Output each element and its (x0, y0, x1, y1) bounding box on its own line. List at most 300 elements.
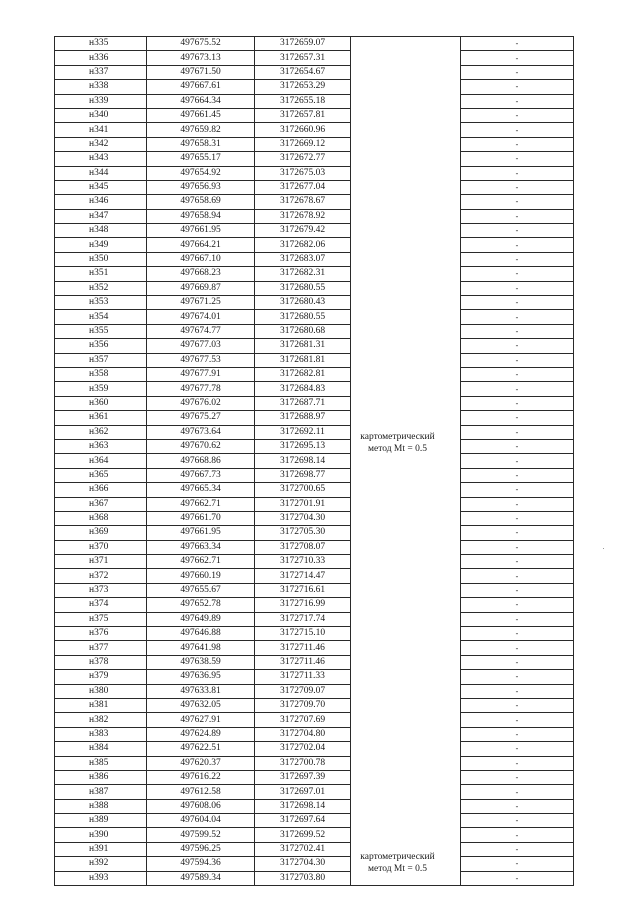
table-row (55, 108, 574, 122)
method-cell (351, 483, 461, 497)
method-note-line-2: метод Mt = 0.5 (367, 864, 427, 874)
y-coordinate-cell: 3172682.31 (255, 267, 351, 281)
table-row (55, 569, 574, 583)
y-coordinate-cell: 3172702.04 (255, 742, 351, 756)
dash-cell: - (461, 296, 574, 310)
x-coordinate-cell: 497674.77 (147, 324, 255, 338)
point-id-cell: н393 (55, 871, 147, 885)
table-row (55, 137, 574, 151)
x-coordinate-cell: 497652.78 (147, 598, 255, 612)
point-id-cell: н377 (55, 641, 147, 655)
dash-cell: - (461, 555, 574, 569)
point-id-cell: н368 (55, 511, 147, 525)
method-note-line-2: метод Mt = 0.5 (367, 444, 427, 454)
point-id-cell: н348 (55, 224, 147, 238)
method-cell (351, 396, 461, 410)
table-row (55, 871, 574, 885)
y-coordinate-cell: 3172681.81 (255, 353, 351, 367)
dash-cell: - (461, 382, 574, 396)
table-row (55, 324, 574, 338)
point-id-cell: н343 (55, 152, 147, 166)
x-coordinate-cell: 497661.95 (147, 526, 255, 540)
dash-cell: - (461, 770, 574, 784)
point-id-cell: н391 (55, 842, 147, 856)
y-coordinate-cell: 3172708.07 (255, 540, 351, 554)
x-coordinate-cell: 497661.45 (147, 108, 255, 122)
point-id-cell: н336 (55, 51, 147, 65)
y-coordinate-cell: 3172687.71 (255, 396, 351, 410)
y-coordinate-cell: 3172659.07 (255, 37, 351, 51)
dash-cell: - (461, 756, 574, 770)
table-row (55, 209, 574, 223)
x-coordinate-cell: 497663.34 (147, 540, 255, 554)
method-cell (351, 756, 461, 770)
point-id-cell: н384 (55, 742, 147, 756)
dash-cell: - (461, 411, 574, 425)
point-id-cell: н380 (55, 684, 147, 698)
method-cell (351, 698, 461, 712)
x-coordinate-cell: 497661.95 (147, 224, 255, 238)
dash-cell: - (461, 698, 574, 712)
dash-cell: - (461, 80, 574, 94)
x-coordinate-cell: 497658.94 (147, 209, 255, 223)
y-coordinate-cell: 3172714.47 (255, 569, 351, 583)
point-id-cell: н342 (55, 137, 147, 151)
method-cell (351, 296, 461, 310)
point-id-cell: н361 (55, 411, 147, 425)
table-row (55, 727, 574, 741)
method-cell (351, 727, 461, 741)
x-coordinate-cell: 497675.52 (147, 37, 255, 51)
method-note-line-1: картометрический (360, 432, 435, 442)
dash-cell: - (461, 252, 574, 266)
dash-cell: - (461, 195, 574, 209)
y-coordinate-cell: 3172716.61 (255, 583, 351, 597)
y-coordinate-cell: 3172682.06 (255, 238, 351, 252)
method-cell (351, 65, 461, 79)
point-id-cell: н369 (55, 526, 147, 540)
y-coordinate-cell: 3172660.96 (255, 123, 351, 137)
point-id-cell: н341 (55, 123, 147, 137)
dash-cell: - (461, 396, 574, 410)
method-cell (351, 627, 461, 641)
y-coordinate-cell: 3172654.67 (255, 65, 351, 79)
x-coordinate-cell: 497655.67 (147, 583, 255, 597)
dash-cell: - (461, 583, 574, 597)
point-id-cell: н362 (55, 425, 147, 439)
table-row (55, 195, 574, 209)
dash-cell: - (461, 108, 574, 122)
method-cell (351, 51, 461, 65)
method-cell (351, 152, 461, 166)
dash-cell: - (461, 166, 574, 180)
point-id-cell: н379 (55, 670, 147, 684)
method-cell (351, 37, 461, 51)
y-coordinate-cell: 3172697.01 (255, 785, 351, 799)
table-row (55, 612, 574, 626)
table-row (55, 180, 574, 194)
y-coordinate-cell: 3172682.81 (255, 367, 351, 381)
method-cell (351, 497, 461, 511)
y-coordinate-cell: 3172657.81 (255, 108, 351, 122)
method-cell (351, 641, 461, 655)
y-coordinate-cell: 3172711.46 (255, 655, 351, 669)
x-coordinate-cell: 497668.23 (147, 267, 255, 281)
table-row (55, 65, 574, 79)
method-cell (351, 238, 461, 252)
table-row (55, 756, 574, 770)
point-id-cell: н370 (55, 540, 147, 554)
y-coordinate-cell: 3172701.91 (255, 497, 351, 511)
point-id-cell: н372 (55, 569, 147, 583)
x-coordinate-cell: 497677.03 (147, 339, 255, 353)
x-coordinate-cell: 497671.50 (147, 65, 255, 79)
x-coordinate-cell: 497654.92 (147, 166, 255, 180)
table-row (55, 713, 574, 727)
x-coordinate-cell: 497616.22 (147, 770, 255, 784)
point-id-cell: н365 (55, 468, 147, 482)
method-cell (351, 828, 461, 842)
dash-cell: - (461, 65, 574, 79)
table-row (55, 785, 574, 799)
dash-cell: - (461, 742, 574, 756)
point-id-cell: н339 (55, 94, 147, 108)
table-row (55, 814, 574, 828)
dash-cell: - (461, 540, 574, 554)
dash-cell: - (461, 209, 574, 223)
method-cell (351, 310, 461, 324)
table-row (55, 166, 574, 180)
x-coordinate-cell: 497658.69 (147, 195, 255, 209)
y-coordinate-cell: 3172697.64 (255, 814, 351, 828)
x-coordinate-cell: 497641.98 (147, 641, 255, 655)
y-coordinate-cell: 3172657.31 (255, 51, 351, 65)
method-cell (351, 281, 461, 295)
x-coordinate-cell: 497677.53 (147, 353, 255, 367)
y-coordinate-cell: 3172700.65 (255, 483, 351, 497)
point-id-cell: н360 (55, 396, 147, 410)
point-id-cell: н389 (55, 814, 147, 828)
table-row (55, 742, 574, 756)
dash-cell: - (461, 238, 574, 252)
x-coordinate-cell: 497667.73 (147, 468, 255, 482)
point-id-cell: н353 (55, 296, 147, 310)
method-cell (351, 123, 461, 137)
y-coordinate-cell: 3172710.33 (255, 555, 351, 569)
dash-cell: - (461, 814, 574, 828)
y-coordinate-cell: 3172703.80 (255, 871, 351, 885)
point-id-cell: н382 (55, 713, 147, 727)
y-coordinate-cell: 3172698.77 (255, 468, 351, 482)
dash-cell: - (461, 871, 574, 885)
dash-cell: - (461, 37, 574, 51)
table-row (55, 497, 574, 511)
x-coordinate-cell: 497667.10 (147, 252, 255, 266)
dash-cell: - (461, 842, 574, 856)
y-coordinate-cell: 3172709.07 (255, 684, 351, 698)
point-id-cell: н345 (55, 180, 147, 194)
method-cell (351, 267, 461, 281)
method-cell (351, 670, 461, 684)
method-cell (351, 814, 461, 828)
dash-cell: - (461, 684, 574, 698)
table-row (55, 842, 574, 856)
y-coordinate-cell: 3172704.30 (255, 511, 351, 525)
x-coordinate-cell: 497627.91 (147, 713, 255, 727)
point-id-cell: н349 (55, 238, 147, 252)
x-coordinate-cell: 497612.58 (147, 785, 255, 799)
table-row (55, 598, 574, 612)
dash-cell: - (461, 526, 574, 540)
table-row (55, 627, 574, 641)
y-coordinate-cell: 3172655.18 (255, 94, 351, 108)
dash-cell: - (461, 612, 574, 626)
point-id-cell: н376 (55, 627, 147, 641)
x-coordinate-cell: 497667.61 (147, 80, 255, 94)
y-coordinate-cell: 3172653.29 (255, 80, 351, 94)
point-id-cell: н363 (55, 439, 147, 453)
y-coordinate-cell: 3172698.14 (255, 454, 351, 468)
dash-cell: - (461, 655, 574, 669)
x-coordinate-cell: 497670.62 (147, 439, 255, 453)
table-row (55, 698, 574, 712)
x-coordinate-cell: 497662.71 (147, 497, 255, 511)
x-coordinate-cell: 497664.21 (147, 238, 255, 252)
x-coordinate-cell: 497638.59 (147, 655, 255, 669)
dash-cell: - (461, 224, 574, 238)
x-coordinate-cell: 497656.93 (147, 180, 255, 194)
x-coordinate-cell: 497599.52 (147, 828, 255, 842)
point-id-cell: н386 (55, 770, 147, 784)
y-coordinate-cell: 3172669.12 (255, 137, 351, 151)
table-row (55, 396, 574, 410)
method-cell (351, 137, 461, 151)
dash-cell: - (461, 641, 574, 655)
table-row (55, 468, 574, 482)
method-cell (351, 411, 461, 425)
method-cell (351, 224, 461, 238)
method-cell (351, 367, 461, 381)
method-cell (351, 166, 461, 180)
point-id-cell: н392 (55, 857, 147, 871)
point-id-cell: н383 (55, 727, 147, 741)
dash-cell: - (461, 598, 574, 612)
x-coordinate-cell: 497632.05 (147, 698, 255, 712)
method-cell (351, 785, 461, 799)
x-coordinate-cell: 497671.25 (147, 296, 255, 310)
point-id-cell: н357 (55, 353, 147, 367)
dash-cell: - (461, 123, 574, 137)
table-row (55, 339, 574, 353)
method-cell (351, 252, 461, 266)
dash-cell: - (461, 727, 574, 741)
y-coordinate-cell: 3172681.31 (255, 339, 351, 353)
table-row (55, 382, 574, 396)
dash-cell: - (461, 799, 574, 813)
table-row (55, 123, 574, 137)
x-coordinate-cell: 497596.25 (147, 842, 255, 856)
point-id-cell: н388 (55, 799, 147, 813)
x-coordinate-cell: 497675.27 (147, 411, 255, 425)
x-coordinate-cell: 497604.04 (147, 814, 255, 828)
dash-cell: - (461, 425, 574, 439)
method-cell (351, 713, 461, 727)
table-row (55, 296, 574, 310)
x-coordinate-cell: 497658.31 (147, 137, 255, 151)
dash-cell: - (461, 324, 574, 338)
y-coordinate-cell: 3172704.30 (255, 857, 351, 871)
method-cell (351, 454, 461, 468)
x-coordinate-cell: 497673.64 (147, 425, 255, 439)
point-id-cell: н367 (55, 497, 147, 511)
table-row (55, 353, 574, 367)
y-coordinate-cell: 3172695.13 (255, 439, 351, 453)
point-id-cell: н358 (55, 367, 147, 381)
method-cell (351, 94, 461, 108)
y-coordinate-cell: 3172699.52 (255, 828, 351, 842)
x-coordinate-cell: 497673.13 (147, 51, 255, 65)
scan-speck (603, 548, 604, 549)
y-coordinate-cell: 3172675.03 (255, 166, 351, 180)
dash-cell: - (461, 281, 574, 295)
table-row (55, 94, 574, 108)
y-coordinate-cell: 3172692.11 (255, 425, 351, 439)
y-coordinate-cell: 3172698.14 (255, 799, 351, 813)
y-coordinate-cell: 3172677.04 (255, 180, 351, 194)
point-id-cell: н366 (55, 483, 147, 497)
point-id-cell: н390 (55, 828, 147, 842)
dash-cell: - (461, 511, 574, 525)
y-coordinate-cell: 3172680.55 (255, 310, 351, 324)
x-coordinate-cell: 497649.89 (147, 612, 255, 626)
table-row (55, 267, 574, 281)
y-coordinate-cell: 3172684.83 (255, 382, 351, 396)
method-cell (351, 684, 461, 698)
x-coordinate-cell: 497620.37 (147, 756, 255, 770)
method-cell (351, 382, 461, 396)
method-cell (351, 180, 461, 194)
dash-cell: - (461, 152, 574, 166)
x-coordinate-cell: 497608.06 (147, 799, 255, 813)
point-id-cell: н381 (55, 698, 147, 712)
x-coordinate-cell: 497676.02 (147, 396, 255, 410)
point-id-cell: н385 (55, 756, 147, 770)
point-id-cell: н338 (55, 80, 147, 94)
point-id-cell: н355 (55, 324, 147, 338)
method-cell (351, 108, 461, 122)
table-row (55, 37, 574, 51)
method-cell (351, 555, 461, 569)
point-id-cell: н335 (55, 37, 147, 51)
point-id-cell: н356 (55, 339, 147, 353)
point-id-cell: н354 (55, 310, 147, 324)
dash-cell: - (461, 454, 574, 468)
table-row (55, 641, 574, 655)
table-row (55, 670, 574, 684)
y-coordinate-cell: 3172711.46 (255, 641, 351, 655)
method-cell (351, 742, 461, 756)
x-coordinate-cell: 497624.89 (147, 727, 255, 741)
y-coordinate-cell: 3172680.55 (255, 281, 351, 295)
method-cell (351, 569, 461, 583)
x-coordinate-cell: 497655.17 (147, 152, 255, 166)
y-coordinate-cell: 3172715.10 (255, 627, 351, 641)
dash-cell: - (461, 439, 574, 453)
dash-cell: - (461, 180, 574, 194)
point-id-cell: н351 (55, 267, 147, 281)
dash-cell: - (461, 627, 574, 641)
table-row (55, 252, 574, 266)
y-coordinate-cell: 3172711.33 (255, 670, 351, 684)
x-coordinate-cell: 497668.86 (147, 454, 255, 468)
point-id-cell: н378 (55, 655, 147, 669)
dash-cell: - (461, 94, 574, 108)
point-id-cell: н373 (55, 583, 147, 597)
dash-cell: - (461, 713, 574, 727)
point-id-cell: н364 (55, 454, 147, 468)
point-id-cell: н347 (55, 209, 147, 223)
point-id-cell: н352 (55, 281, 147, 295)
y-coordinate-cell: 3172680.43 (255, 296, 351, 310)
table-row (55, 425, 574, 439)
x-coordinate-cell: 497589.34 (147, 871, 255, 885)
method-cell (351, 468, 461, 482)
dash-cell: - (461, 468, 574, 482)
y-coordinate-cell: 3172717.74 (255, 612, 351, 626)
y-coordinate-cell: 3172678.67 (255, 195, 351, 209)
method-cell (351, 612, 461, 626)
y-coordinate-cell: 3172709.70 (255, 698, 351, 712)
method-cell (351, 598, 461, 612)
method-note-bottom (350, 851, 445, 875)
x-coordinate-cell: 497594.36 (147, 857, 255, 871)
x-coordinate-cell: 497659.82 (147, 123, 255, 137)
table-row (55, 238, 574, 252)
table-row (55, 152, 574, 166)
x-coordinate-cell: 497661.70 (147, 511, 255, 525)
x-coordinate-cell: 497677.78 (147, 382, 255, 396)
dash-cell: - (461, 310, 574, 324)
dash-cell: - (461, 785, 574, 799)
dash-cell: - (461, 367, 574, 381)
dash-cell: - (461, 267, 574, 281)
method-cell (351, 195, 461, 209)
y-coordinate-cell: 3172678.92 (255, 209, 351, 223)
y-coordinate-cell: 3172707.69 (255, 713, 351, 727)
point-id-cell: н387 (55, 785, 147, 799)
y-coordinate-cell: 3172702.41 (255, 842, 351, 856)
x-coordinate-cell: 497646.88 (147, 627, 255, 641)
x-coordinate-cell: 497636.95 (147, 670, 255, 684)
point-id-cell: н346 (55, 195, 147, 209)
method-cell (351, 353, 461, 367)
method-cell (351, 324, 461, 338)
y-coordinate-cell: 3172704.80 (255, 727, 351, 741)
x-coordinate-cell: 497669.87 (147, 281, 255, 295)
y-coordinate-cell: 3172697.39 (255, 770, 351, 784)
method-cell (351, 209, 461, 223)
dash-cell: - (461, 353, 574, 367)
y-coordinate-cell: 3172672.77 (255, 152, 351, 166)
method-cell (351, 339, 461, 353)
table-row (55, 540, 574, 554)
point-id-cell: н350 (55, 252, 147, 266)
point-id-cell: н375 (55, 612, 147, 626)
table-body (55, 37, 574, 886)
x-coordinate-cell: 497662.71 (147, 555, 255, 569)
dash-cell: - (461, 569, 574, 583)
table-row (55, 555, 574, 569)
